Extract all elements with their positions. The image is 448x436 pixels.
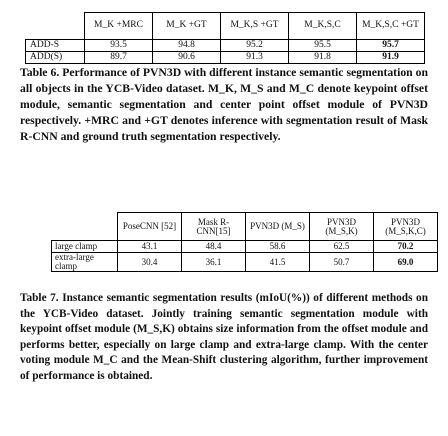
table-cell: 95.5 bbox=[289, 40, 357, 52]
table-cell: 90.6 bbox=[153, 52, 221, 64]
table-cell: 36.1 bbox=[182, 253, 246, 272]
table-cell-best bbox=[374, 253, 438, 272]
table-cell-best bbox=[357, 52, 425, 64]
table-6-caption: Table 6. Performance of PVN3D with different instance semantic segmentation on all objects in the YCB-Video dataset. M_K, M_S and M_C denote keypoint offset module, semantic segmentation and center point offset module of PVN3D respectively. +MRC and +GT denotes inference with segmentation result of Mask R-CNN and ground truth segmentation respectively. bbox=[20, 66, 428, 143]
table-7 bbox=[51, 212, 438, 272]
table-corner bbox=[52, 213, 118, 241]
table-cell: 91.8 bbox=[289, 52, 357, 64]
row-label: ADD(S) bbox=[26, 52, 85, 64]
table-row bbox=[26, 40, 425, 52]
table-cell: 58.6 bbox=[246, 241, 310, 253]
bold-value: 95.7 bbox=[382, 39, 399, 50]
table-row bbox=[26, 52, 425, 64]
table-cell-best bbox=[374, 241, 438, 253]
row-label: extra-large clamp bbox=[52, 253, 118, 272]
table-cell: 95.2 bbox=[221, 40, 289, 52]
table-6 bbox=[25, 12, 425, 64]
table-cell: 30.4 bbox=[118, 253, 182, 272]
column-header: PVN3D (M_S,K,C) bbox=[374, 213, 438, 241]
column-header: M_K +GT bbox=[153, 13, 221, 40]
table-corner bbox=[26, 13, 85, 40]
table-cell: 41.5 bbox=[246, 253, 310, 272]
column-header: M_K,S +GT bbox=[221, 13, 289, 40]
table-cell: 94.8 bbox=[153, 40, 221, 52]
bold-value: 91.9 bbox=[382, 51, 399, 62]
table-7-caption: Table 7. Instance semantic segmentation results (mIoU(%)) of different methods on the YCB-Video dataset. Jointly training semantic segmentation module with keypoint offset module (M_S,K) obtains size information from the offset module and performs better, especially on large clamp and extra-large clamp. With the center voting module M_C and the Mean-Shift clustering algorithm, further improvement of performance is obtained. bbox=[20, 292, 428, 382]
table-header-row bbox=[52, 213, 438, 241]
column-header: PVN3D (M_S) bbox=[246, 213, 310, 241]
table-row bbox=[52, 253, 438, 272]
table-cell: 50.7 bbox=[310, 253, 374, 272]
table-cell-best bbox=[357, 40, 425, 52]
table-cell: 89.7 bbox=[85, 52, 153, 64]
column-header: PVN3D (M_S,K) bbox=[310, 213, 374, 241]
bold-value: 69.0 bbox=[397, 256, 414, 267]
column-header: M_K +MRC bbox=[85, 13, 153, 40]
row-label: large clamp bbox=[52, 241, 118, 253]
column-header: M_K,S,C bbox=[289, 13, 357, 40]
table-header-row bbox=[26, 13, 425, 40]
column-header: PoseCNN [52] bbox=[118, 213, 182, 241]
table-row bbox=[52, 241, 438, 253]
table-cell: 93.5 bbox=[85, 40, 153, 52]
column-header: Mask R-CNN[15] bbox=[182, 213, 246, 241]
row-label: ADD-S bbox=[26, 40, 85, 52]
table-cell: 91.3 bbox=[221, 52, 289, 64]
table-cell: 62.5 bbox=[310, 241, 374, 253]
table-cell: 43.1 bbox=[118, 241, 182, 253]
table-cell: 48.4 bbox=[182, 241, 246, 253]
column-header: M_K,S,C +GT bbox=[357, 13, 425, 40]
bold-value: 70.2 bbox=[397, 241, 414, 251]
